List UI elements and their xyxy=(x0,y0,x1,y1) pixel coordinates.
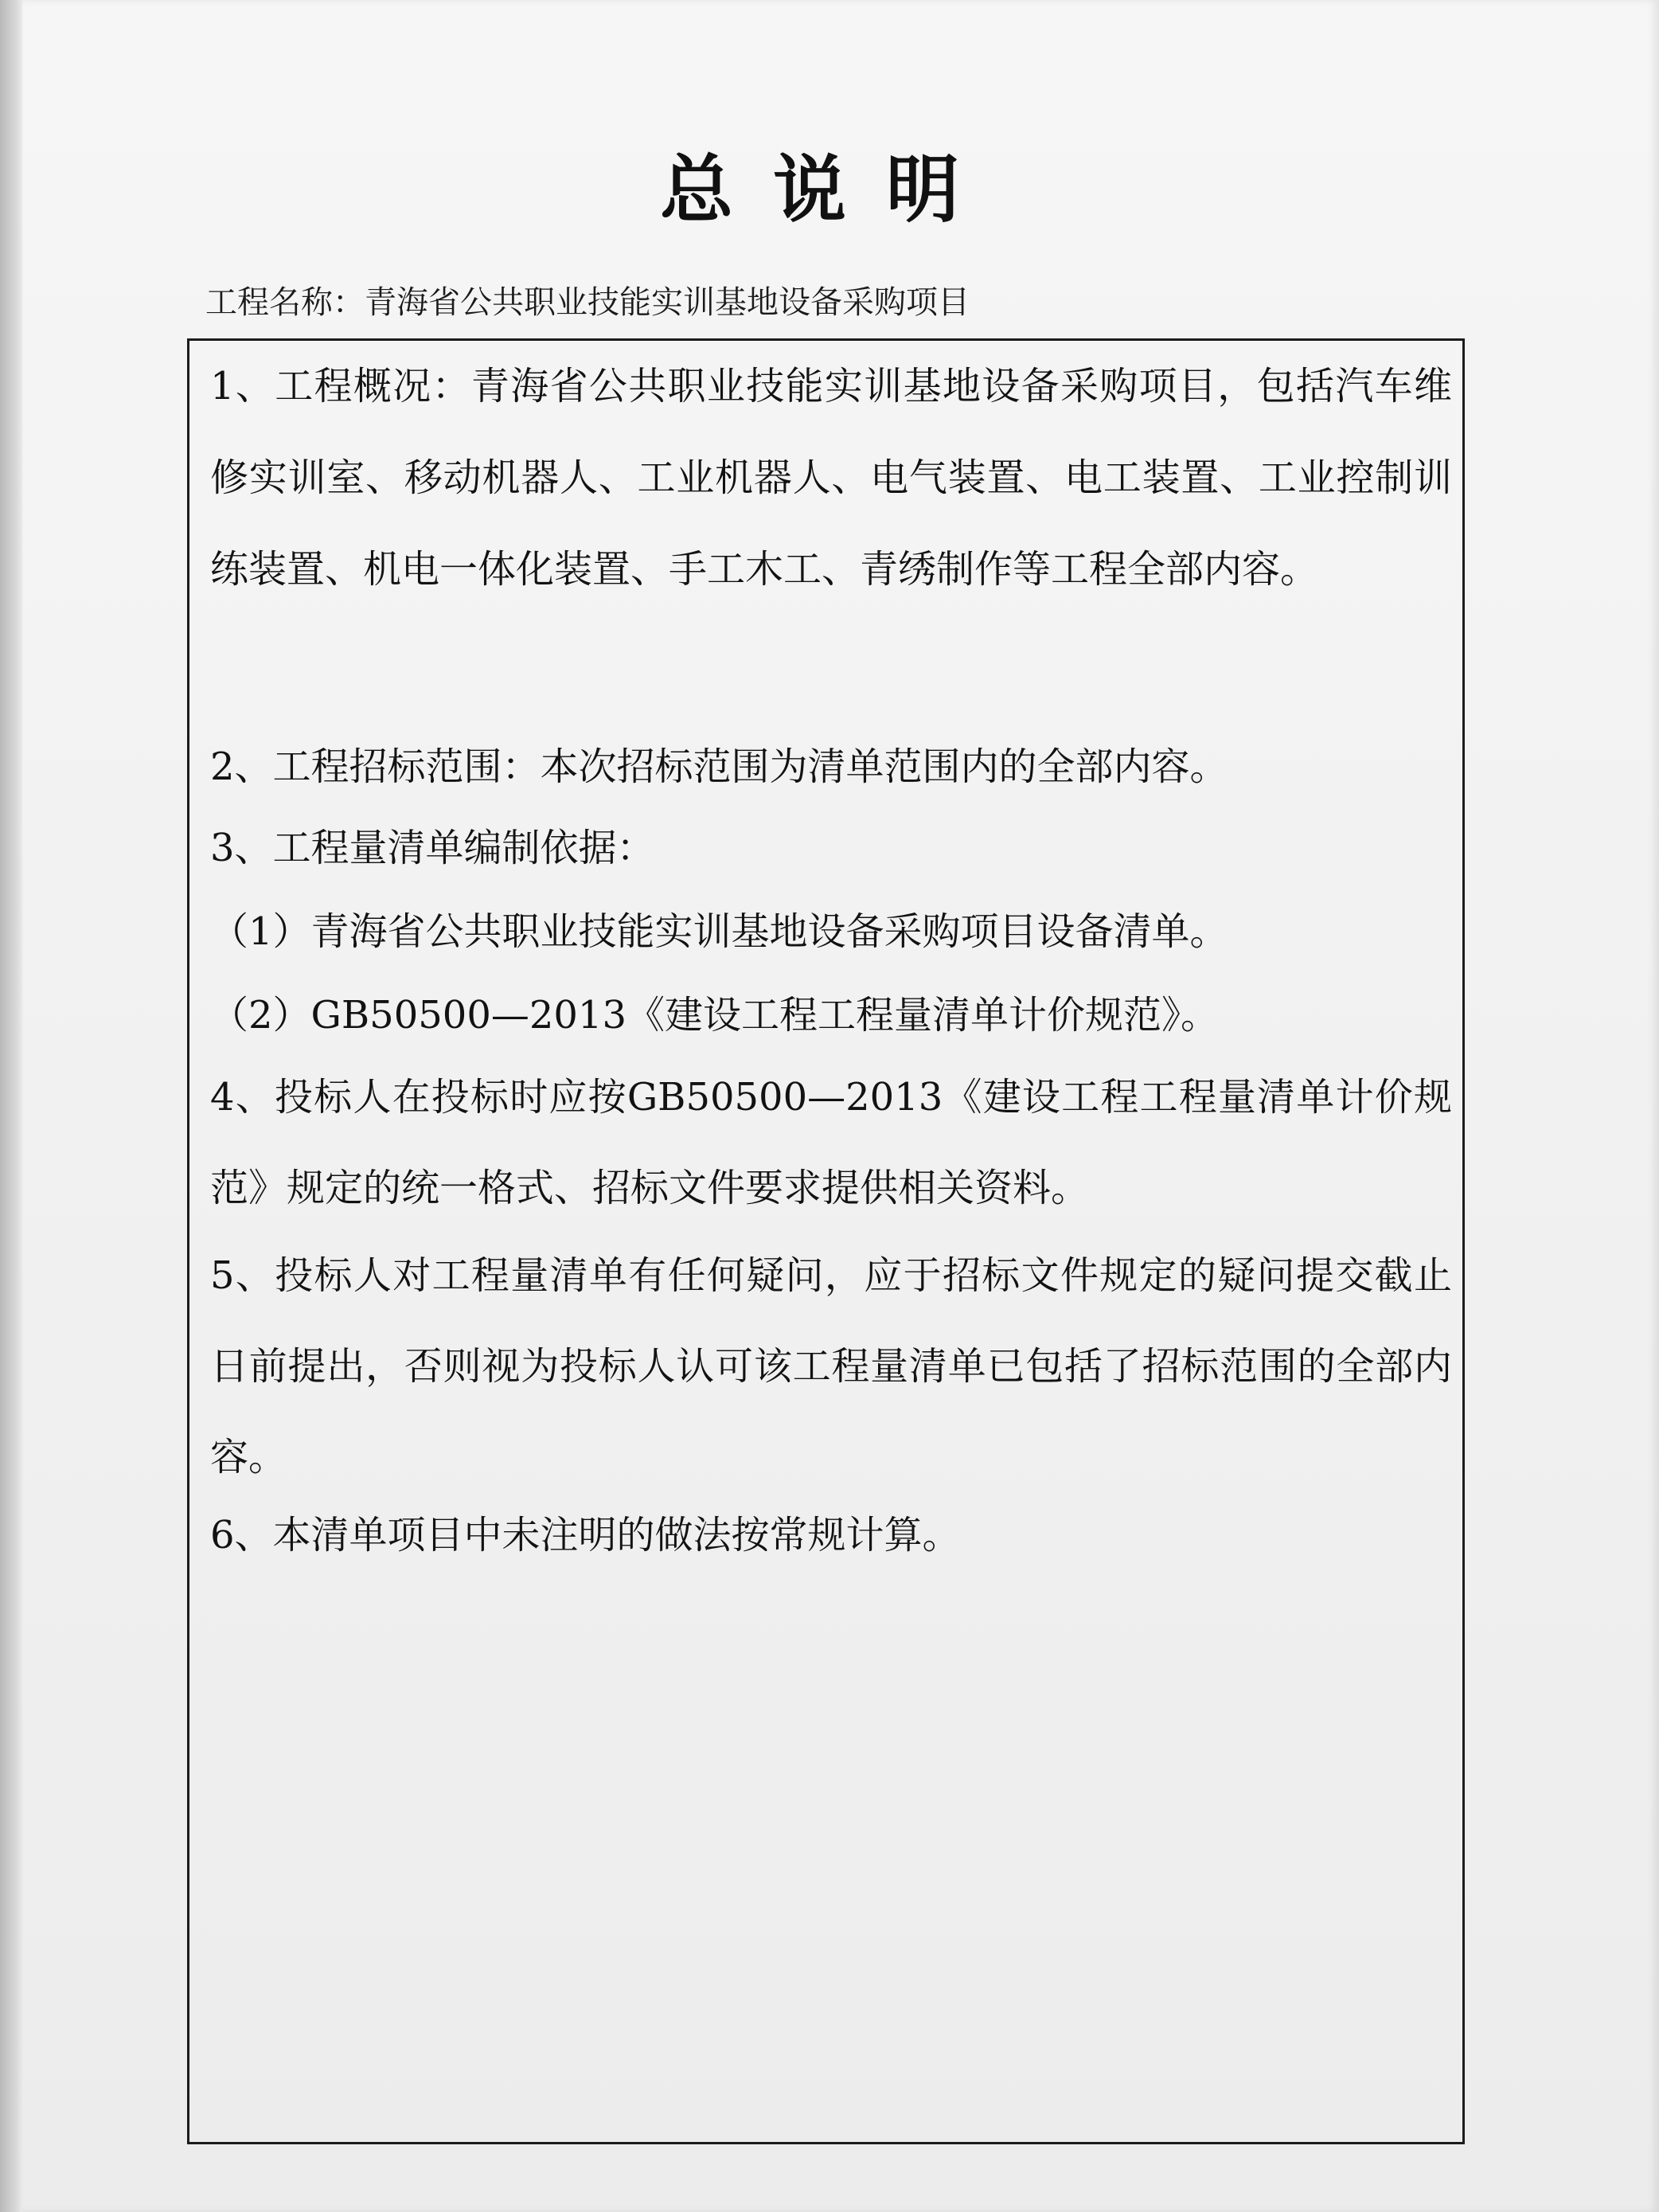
paragraph-basis-item-1: （1）青海省公共职业技能实训基地设备采购项目设备清单。 xyxy=(210,909,1228,954)
paragraph-bidder-format: 4、投标人在投标时应按GB50500—2013《建设工程工程量清单计价规范》规定的统一格式、招标文件要求提供相关资料。 xyxy=(210,1075,1452,1210)
paragraph-bidder-questions: 5、投标人对工程量清单有任何疑问，应于招标文件规定的疑问提交截止日前提出，否则视为投标人认可该工程量清单已包括了招标范围的全部内容。 xyxy=(210,1253,1452,1479)
paragraph-unspecified-methods: 6、本清单项目中未注明的做法按常规计算。 xyxy=(210,1513,961,1557)
paragraph-basis-item-2: （2）GB50500—2013《建设工程工程量清单计价规范》。 xyxy=(210,993,1220,1038)
description-box xyxy=(187,338,1465,2144)
paragraph-overview: 1、工程概况：青海省公共职业技能实训基地设备采购项目，包括汽车维修实训室、移动机器人、工业机器人、电气装置、电工装置、工业控制训练装置、机电一体化装置、手工木工、青绣制作等工程全部内容。 xyxy=(210,364,1452,592)
page-binding-edge xyxy=(0,0,22,2212)
document-title: 总说明 xyxy=(659,147,999,233)
project-name-line: 工程名称：青海省公共职业技能实训基地设备采购项目 xyxy=(205,284,970,321)
paragraph-bid-scope: 2、工程招标范围：本次招标范围为清单范围内的全部内容。 xyxy=(210,744,1228,789)
paragraph-basis-heading: 3、工程量清单编制依据： xyxy=(210,826,655,870)
